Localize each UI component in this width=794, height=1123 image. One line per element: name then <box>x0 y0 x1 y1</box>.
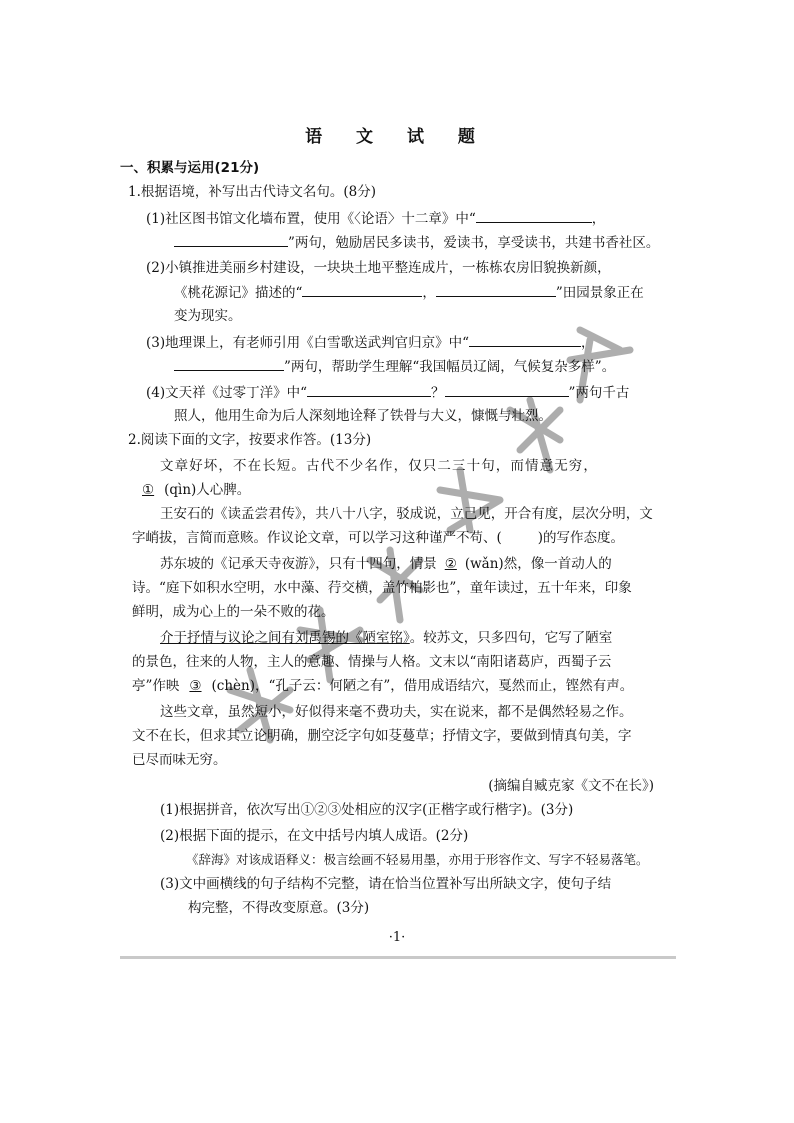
passage-text: (chèn)，“孔子云：何陋之有”，借用成语结穴，戛然而止，铿然有声。 <box>211 678 634 694</box>
passage-p4-a <box>160 628 612 648</box>
punct: ， <box>591 211 606 227</box>
question-1-3-text-b: ”两句，帮助学生理解“我国幅员辽阔，气候复杂多样”。 <box>284 359 616 375</box>
passage-text: 。较苏文，只多四句，它写了陋室 <box>409 630 613 646</box>
passage-p1-a: 文章好坏，不在长短。古代不少名作，仅只二三十句，而情意无穷， <box>160 458 598 474</box>
answer-blank[interactable] <box>174 356 284 371</box>
blank-marker-2: ② <box>444 556 457 572</box>
passage-p5-b: 文不在长，但求其立论明确，删空泛字句如芟蔓草；抒情文字，要做到情真句美，字 <box>132 728 632 744</box>
passage-text: 字峭拔，言简而意赅。作议论文章，可以学习这种谨严不苟、( <box>132 530 502 546</box>
passage-text: 苏东坡的《记承天寺夜游》，只有十四句，情景 <box>160 556 437 572</box>
page-number: ·1· <box>388 930 406 945</box>
question-1-1-line-b <box>174 232 659 253</box>
section-heading: 一、积累与运用(21分) <box>120 160 260 176</box>
blank-marker-1: ① <box>142 482 155 498</box>
question-1-2-text-b: 《桃花源记》描述的“ <box>174 285 303 301</box>
sub-question-2-hint: 《辞海》对该成语释义：极言绘画不轻易用墨，亦用于形容作文、写字不轻易落笔。 <box>186 852 649 867</box>
sub-question-1: (1)根据拼音，依次写出①②③处相应的汉字(正楷字或行楷字)。(3分) <box>160 802 574 818</box>
answer-blank[interactable] <box>174 232 288 247</box>
answer-blank[interactable] <box>445 382 569 397</box>
passage-source: (摘编自臧克家《文不在长》) <box>488 778 654 794</box>
question-1-4-text-end: ”两句千古 <box>568 385 630 401</box>
question-1-4-line-b: 照人，他用生命为后人深刻地诠释了铁骨与大义，慷慨与壮烈。 <box>174 408 552 424</box>
question-2-stem: 2.阅读下面的文字，按要求作答。(13分) <box>128 432 372 448</box>
question-1-1-text-b: ”两句，勉励居民多读书，爱读书，享受读书，共建书香社区。 <box>288 235 660 251</box>
punct: ， <box>581 335 595 351</box>
question-1-3-line-a <box>146 332 595 353</box>
passage-p3-a <box>160 554 612 574</box>
question-1-1-text: (1)社区图书馆文化墙布置，使用《〈论语〉十二章》中“ <box>146 211 476 227</box>
passage-text: 亭”作映 <box>132 678 180 694</box>
question-1-2-line-a: (2)小镇推进美丽乡村建设，一块块土地平整连成片，一栋栋农房旧貌换新颜， <box>146 260 611 276</box>
question-1-stem: 1.根据语境，补写出古代诗文名句。(8分) <box>128 184 377 200</box>
question-1-3-line-b <box>174 356 615 377</box>
footer-rule <box>120 956 676 959</box>
answer-blank[interactable] <box>436 282 556 297</box>
blank-marker-3: ③ <box>189 678 202 694</box>
punct: ， <box>422 285 436 301</box>
exam-title: 语 文 试 题 <box>305 127 489 147</box>
answer-blank[interactable] <box>469 332 581 347</box>
passage-text: )的写作态度。 <box>537 530 625 546</box>
passage-p4-b: 的景色，往来的人物，主人的意趣、情操与人格。文末以“南阳诸葛庐，西蜀子云 <box>132 654 612 670</box>
passage-p3-c: 鲜明，成为心上的一朵不败的花。 <box>132 604 335 620</box>
question-1-2-line-b <box>174 282 644 303</box>
passage-p2-a: 王安石的《读孟尝君传》，共八十八字，驳成说，立己见，开合有度，层次分明，文 <box>160 506 653 522</box>
answer-blank[interactable] <box>476 208 592 223</box>
underlined-sentence: 介于抒情与议论之间有刘禹锡的《陋室铭》 <box>160 630 410 646</box>
passage-text: (qìn)人心脾。 <box>164 482 251 498</box>
passage-p4-c <box>132 676 633 696</box>
passage-p2-b <box>132 528 624 548</box>
answer-blank[interactable] <box>302 282 422 297</box>
sub-question-3-b: 构完整，不得改变原意。(3分) <box>188 900 370 916</box>
question-1-2-text-end: ”田园景象正在 <box>555 285 644 301</box>
question-1-3-text: (3)地理课上，有老师引用《白雪歌送武判官归京》中“ <box>146 335 470 351</box>
passage-p1-b <box>132 480 250 500</box>
passage-p5-c: 已尽而味无穷。 <box>132 752 227 768</box>
question-1-4-text: (4)文天祥《过零丁洋》中“ <box>146 385 308 401</box>
sub-question-2: (2)根据下面的提示，在文中括号内填人成语。(2分) <box>160 828 469 844</box>
punct: ？ <box>431 385 445 401</box>
answer-blank[interactable] <box>307 382 431 397</box>
question-1-1-line-a <box>146 208 605 229</box>
question-1-4-line-a <box>146 382 629 403</box>
passage-text: (wǎn)然，像一首动人的 <box>464 556 612 572</box>
passage-p3-b: 诗。“庭下如积水空明，水中藻、荇交横，盖竹柏影也”，童年读过，五十年来，印象 <box>132 580 632 596</box>
passage-p5-a: 这些文章，虽然短小，好似得来毫不费功夫，实在说来，都不是偶然轻易之作。 <box>160 704 633 720</box>
question-1-2-line-c: 变为现实。 <box>174 308 242 324</box>
sub-question-3-a: (3)文中画横线的句子结构不完整，请在恰当位置补写出所缺文字，使句子结 <box>160 876 612 892</box>
